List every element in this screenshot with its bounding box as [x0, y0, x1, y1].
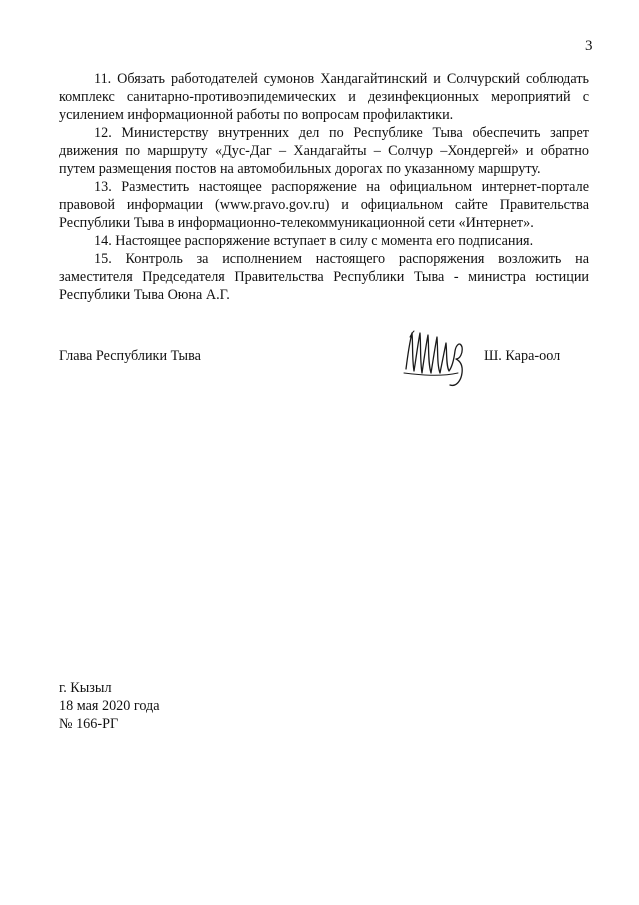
paragraph-15: 15. Контроль за исполнением настоящего распоряжения возложить на заместителя Председателя Правительства Республики Тыва - министра юстиции Республики Тыва Оюна А.Г.: [59, 251, 589, 303]
handwritten-signature-icon: [400, 323, 472, 393]
page-number: 3: [585, 38, 593, 54]
issue-city: г. Кызыл: [59, 680, 112, 696]
signatory-name: Ш. Кара-оол: [484, 348, 561, 364]
paragraph-12: 12. Министерству внутренних дел по Республике Тыва обеспечить запрет движения по маршруту «Дус-Даг – Хандагайты – Солчур –Хондергей» и обратно путем размещения постов на автомобильных дорогах по указанному маршруту.: [59, 125, 589, 177]
issue-date: 18 мая 2020 года: [59, 698, 160, 714]
paragraph-14: 14. Настоящее распоряжение вступает в силу с момента его подписания.: [94, 233, 534, 249]
document-number: № 166-РГ: [59, 716, 119, 732]
document-body: [59, 70, 589, 304]
signatory-title: Глава Республики Тыва: [59, 348, 201, 364]
paragraph-11: 11. Обязать работодателей сумонов Хандагайтинский и Солчурский соблюдать комплекс санитарно-противоэпидемических и дезинфекционных мероприятий с усилением информационной работы по вопросам профилактики.: [59, 71, 589, 123]
document-footer: [59, 679, 160, 733]
paragraph-13: 13. Разместить настоящее распоряжение на официальном интернет-портале правовой информации (www.pravo.gov.ru) и официальном сайте Правительства Республики Тыва в информационно-телекоммуникационной сети «Интернет».: [59, 179, 589, 231]
signature-block: [59, 348, 589, 378]
